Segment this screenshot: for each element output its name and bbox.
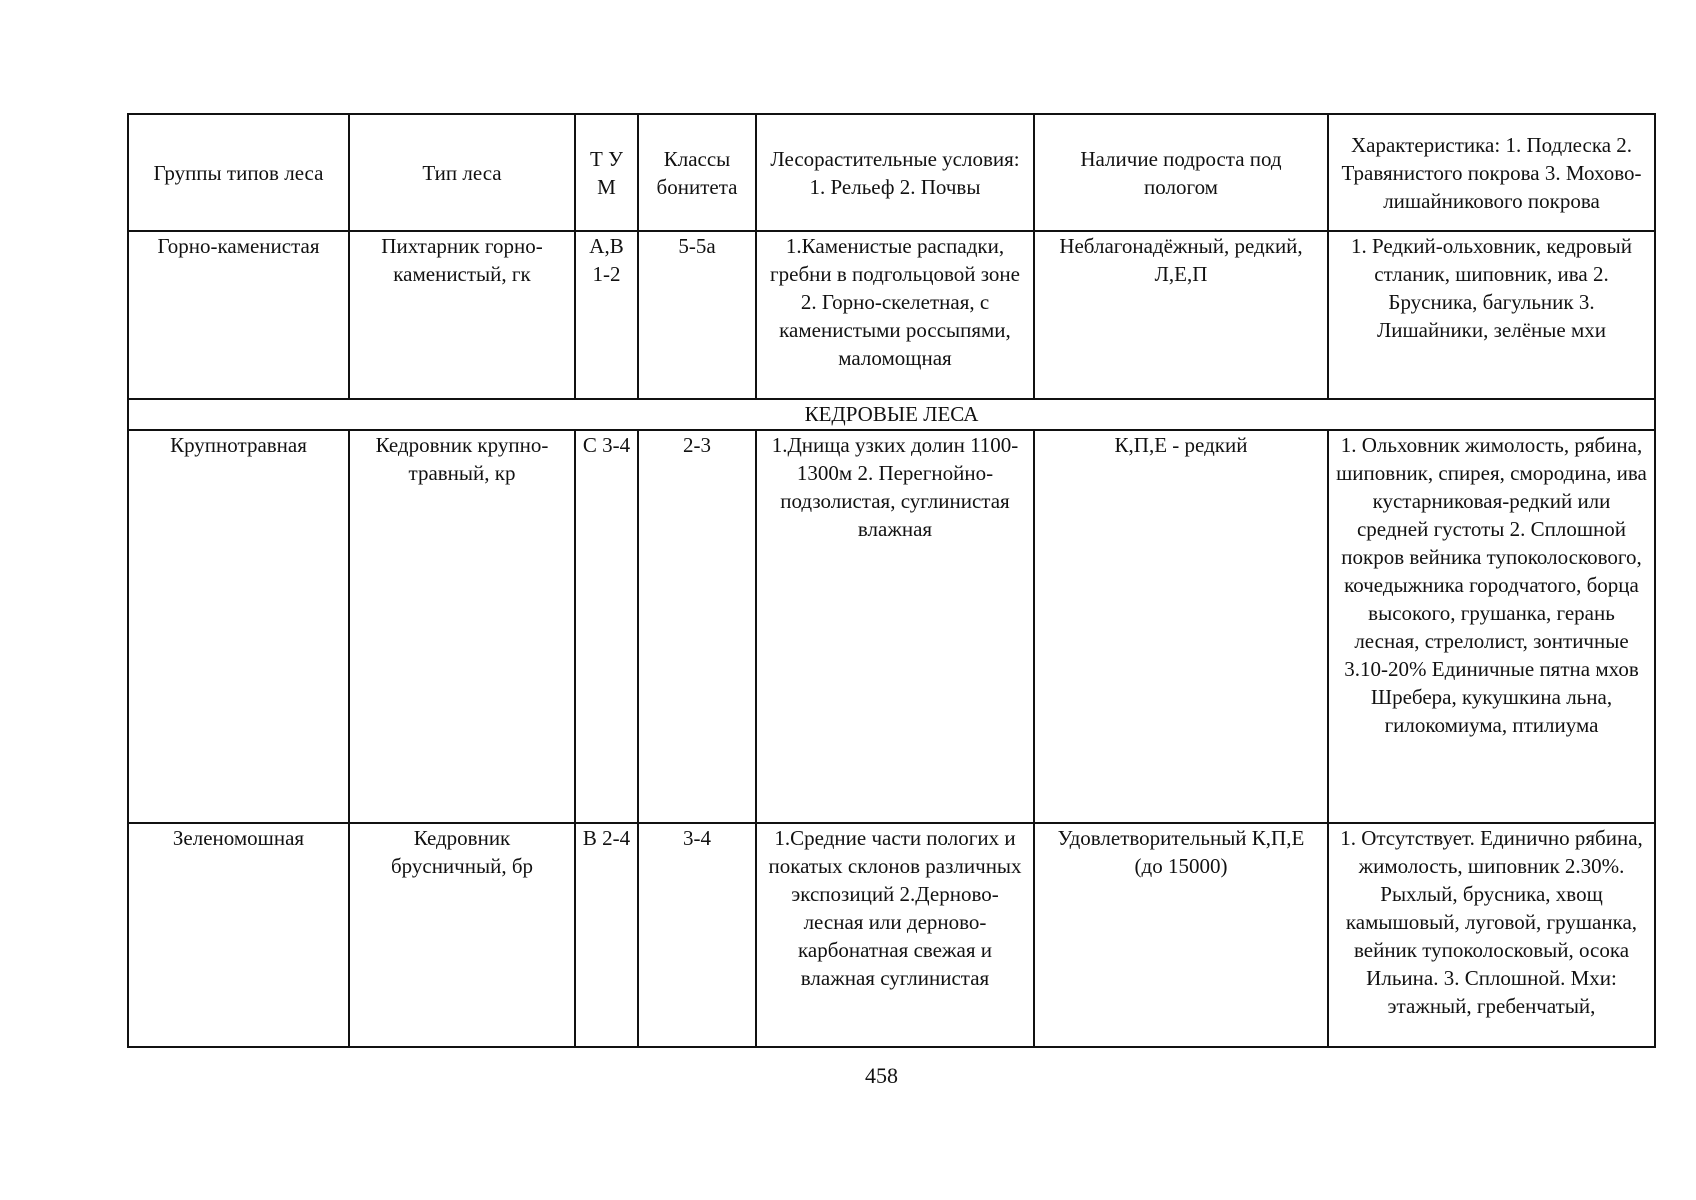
cell-conditions: 1.Средние части пологих и покатых склонов различных экспозиций 2.Дерново-лесная или дерново-карбонатная свежая и влажная суглинистая [756,823,1034,1047]
cell-undergrowth: Удовлетворительный К,П,Е (до 15000) [1034,823,1328,1047]
header-undergrowth: Наличие подроста под пологом [1034,114,1328,231]
cell-undergrowth: Неблагонадёжный, редкий, Л,Е,П [1034,231,1328,399]
header-bonitet: Классы бонитета [638,114,756,231]
cell-conditions: 1.Каменистые распадки, гребни в подгольцовой зоне 2. Горно-скелетная, с каменистыми россыпями, маломощная [756,231,1034,399]
cell-tum: С 3-4 [575,430,638,823]
header-type: Тип леса [349,114,575,231]
cell-characteristics: 1. Ольховник жимолость, рябина, шиповник, спирея, смородина, ива кустарниковая-редкий или средней густоты 2. Сплошной покров вейника тупоколоскового, кочедыжника городчатого, борца высокого, грушанка, герань лесная, стрелолист, зонтичные 3.10-20% Единичные пятна мхов Шребера, кукушкина льна, гилокомиума, птилиума [1328,430,1655,823]
cell-group: Зеленомошная [128,823,349,1047]
cell-type: Кедровник крупно-травный, кр [349,430,575,823]
cell-tum: А,В 1-2 [575,231,638,399]
table-row [128,823,1655,1047]
cell-type: Кедровник брусничный, бр [349,823,575,1047]
header-characteristics: Характеристика: 1. Подлеска 2. Травянистого покрова 3. Мохово-лишайникового покрова [1328,114,1655,231]
section-title: КЕДРОВЫЕ ЛЕСА [128,399,1655,430]
table-row [128,231,1655,399]
cell-undergrowth: К,П,Е - редкий [1034,430,1328,823]
cell-bonitet: 3-4 [638,823,756,1047]
cell-bonitet: 5-5а [638,231,756,399]
cell-characteristics: 1. Редкий-ольховник, кедровый стланик, шиповник, ива 2. Брусника, багульник 3. Лишайники, зелёные мхи [1328,231,1655,399]
cell-tum: В 2-4 [575,823,638,1047]
cell-group: Горно-каменистая [128,231,349,399]
section-row [128,399,1655,430]
cell-type: Пихтарник горно-каменистый, гк [349,231,575,399]
header-group: Группы типов леса [128,114,349,231]
table-row [128,430,1655,823]
header-tum: Т У М [575,114,638,231]
forest-types-table [127,113,1656,1048]
cell-characteristics: 1. Отсутствует. Единично рябина, жимолость, шиповник 2.30%. Рыхлый, брусника, хвощ камышовый, луговой, грушанка, вейник тупоколосковый, осока Ильина. 3. Сплошной. Мхи: этажный, гребенчатый, [1328,823,1655,1047]
page-number: 458 [865,1063,898,1088]
table-header-row [128,114,1655,231]
cell-conditions: 1.Днища узких долин 1100-1300м 2. Перегнойно-подзолистая, суглинистая влажная [756,430,1034,823]
cell-group: Крупнотравная [128,430,349,823]
header-conditions: Лесорастительные условия: 1. Рельеф 2. Почвы [756,114,1034,231]
cell-bonitet: 2-3 [638,430,756,823]
